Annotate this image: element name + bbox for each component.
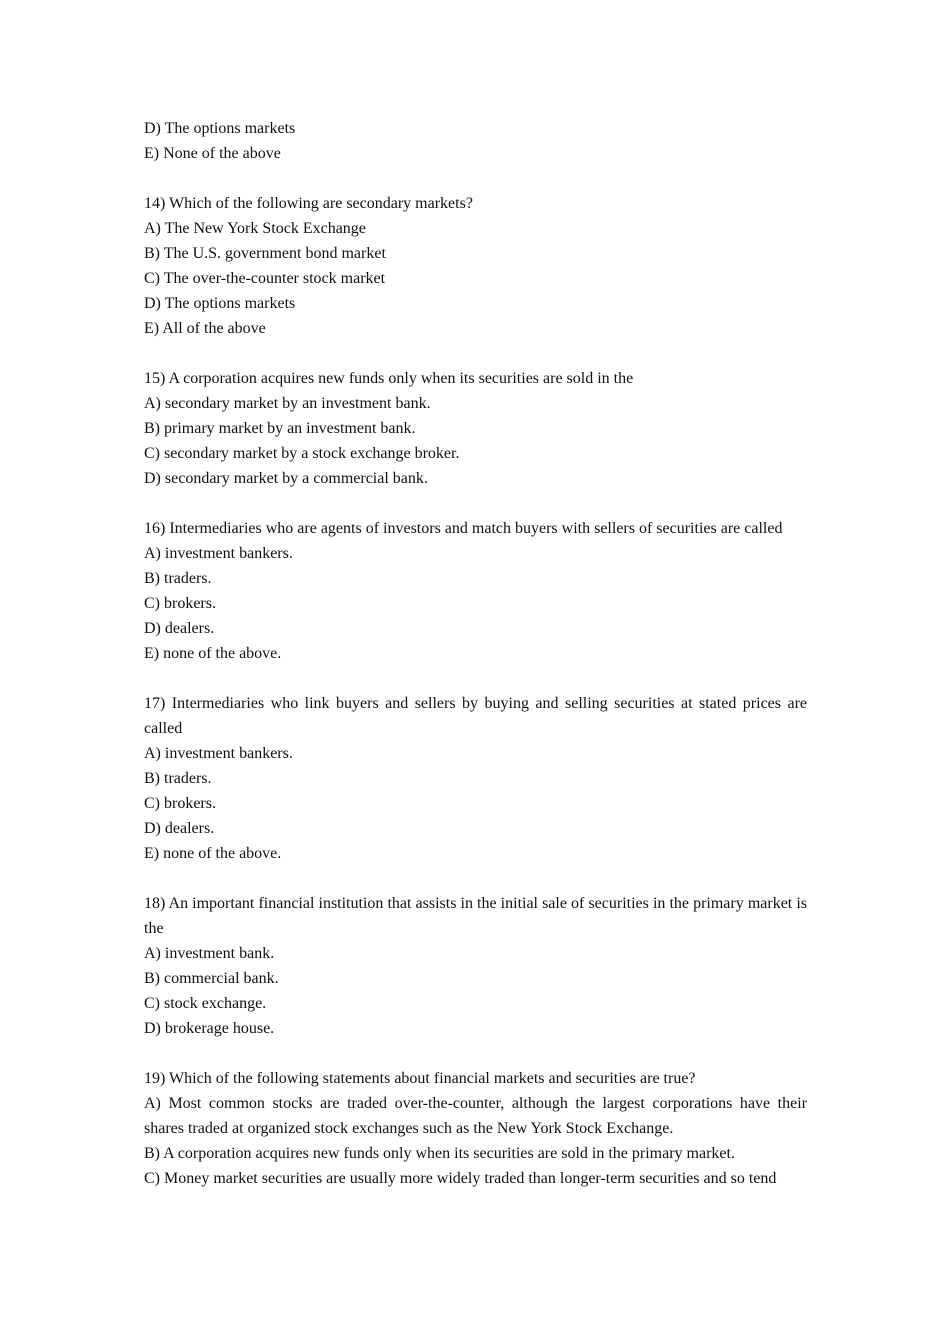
question-text: 19) Which of the following statements about financial markets and securities are true? <box>144 1070 696 1087</box>
option-b: B) traders. <box>144 770 212 787</box>
option-d: D) dealers. <box>144 820 215 837</box>
option-a: A) secondary market by an investment bank. <box>144 395 431 412</box>
option-c: C) Money market securities are usually more widely traded than longer-term securities and so tend <box>144 1170 777 1187</box>
question-19 <box>144 1066 807 1191</box>
option-c: C) stock exchange. <box>144 995 267 1012</box>
option-b: B) traders. <box>144 570 212 587</box>
option-d: D) dealers. <box>144 620 215 637</box>
question-text: 14) Which of the following are secondary markets? <box>144 195 473 212</box>
option-e: E) All of the above <box>144 320 266 337</box>
option-a: A) The New York Stock Exchange <box>144 220 366 237</box>
option-c: C) brokers. <box>144 595 216 612</box>
option-d: D) brokerage house. <box>144 1020 275 1037</box>
question-text: 18) An important financial institution that assists in the initial sale of securities in the primary market is the <box>144 895 807 937</box>
option-d: D) secondary market by a commercial bank. <box>144 470 428 487</box>
option-c: C) brokers. <box>144 795 216 812</box>
option-b: B) The U.S. government bond market <box>144 245 386 262</box>
question-text: 17) Intermediaries who link buyers and sellers by buying and selling securities at stated prices are called <box>144 695 807 737</box>
question-16 <box>144 516 807 666</box>
option-c: C) The over-the-counter stock market <box>144 270 386 287</box>
option-d: D) The options markets <box>144 120 296 137</box>
option-e: E) none of the above. <box>144 845 282 862</box>
question-text: 15) A corporation acquires new funds only when its securities are sold in the <box>144 370 634 387</box>
option-c: C) secondary market by a stock exchange broker. <box>144 445 460 462</box>
option-b: B) commercial bank. <box>144 970 279 987</box>
question-13-continued <box>144 116 807 166</box>
question-18 <box>144 891 807 1041</box>
option-a: A) Most common stocks are traded over-the-counter, although the largest corporations have their shares traded at organized stock exchanges such as the New York Stock Exchange. <box>144 1095 807 1137</box>
question-17 <box>144 691 807 866</box>
option-b: B) primary market by an investment bank. <box>144 420 416 437</box>
option-e: E) none of the above. <box>144 645 282 662</box>
option-b: B) A corporation acquires new funds only when its securities are sold in the primary market. <box>144 1145 735 1162</box>
option-e: E) None of the above <box>144 145 281 162</box>
option-a: A) investment bankers. <box>144 545 293 562</box>
question-14 <box>144 191 807 341</box>
option-d: D) The options markets <box>144 295 296 312</box>
option-a: A) investment bankers. <box>144 745 293 762</box>
document-page <box>144 116 807 1191</box>
option-a: A) investment bank. <box>144 945 275 962</box>
question-15 <box>144 366 807 491</box>
question-text: 16) Intermediaries who are agents of investors and match buyers with sellers of securities are called <box>144 520 783 537</box>
